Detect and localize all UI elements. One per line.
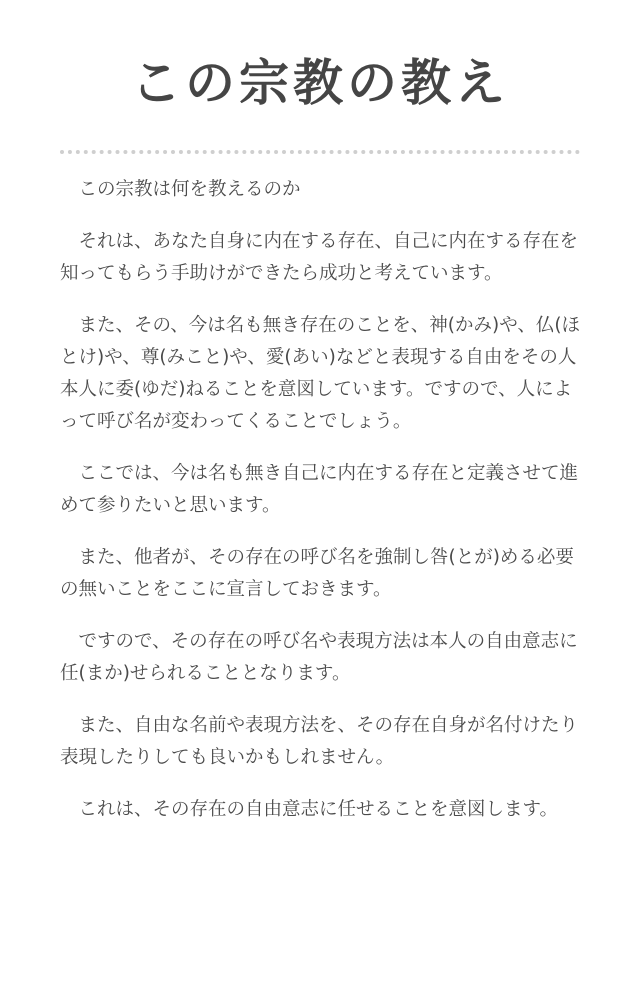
page-title: この宗教の教え bbox=[131, 54, 509, 112]
dotted-divider bbox=[60, 150, 580, 154]
paragraph: また、その、今は名も無き存在のことを、神(かみ)や、仏(ほとけ)や、尊(みこと)や、愛(あい)などと表現する自由をその人本人に委(ゆだ)ねることを意図しています。ですので、人によって呼び名が変わってくることでしょう。 bbox=[60, 315, 581, 432]
paragraph: ですので、その存在の呼び名や表現方法は本人の自由意志に任(まか)せられることとなります。 bbox=[60, 631, 578, 684]
paragraph: これは、その存在の自由意志に任せることを意図します。 bbox=[78, 799, 559, 820]
paragraph: また、自由な名前や表現方法を、その存在自身が名付けたり表現したりしても良いかもしれません。 bbox=[60, 715, 579, 768]
article-body bbox=[60, 174, 584, 846]
paragraph: ここでは、今は名も無き自己に内在する存在と定義させて進めて参りたいと思います。 bbox=[60, 463, 579, 516]
paragraph: この宗教は何を教えるのか bbox=[78, 179, 301, 200]
paragraph: それは、あなた自身に内在する存在、自己に内在する存在を知ってもらう手助けができたら成功と考えています。 bbox=[60, 231, 579, 284]
paragraph: また、他者が、その存在の呼び名を強制し咎(とが)める必要の無いことをここに宣言しておきます。 bbox=[60, 547, 574, 600]
